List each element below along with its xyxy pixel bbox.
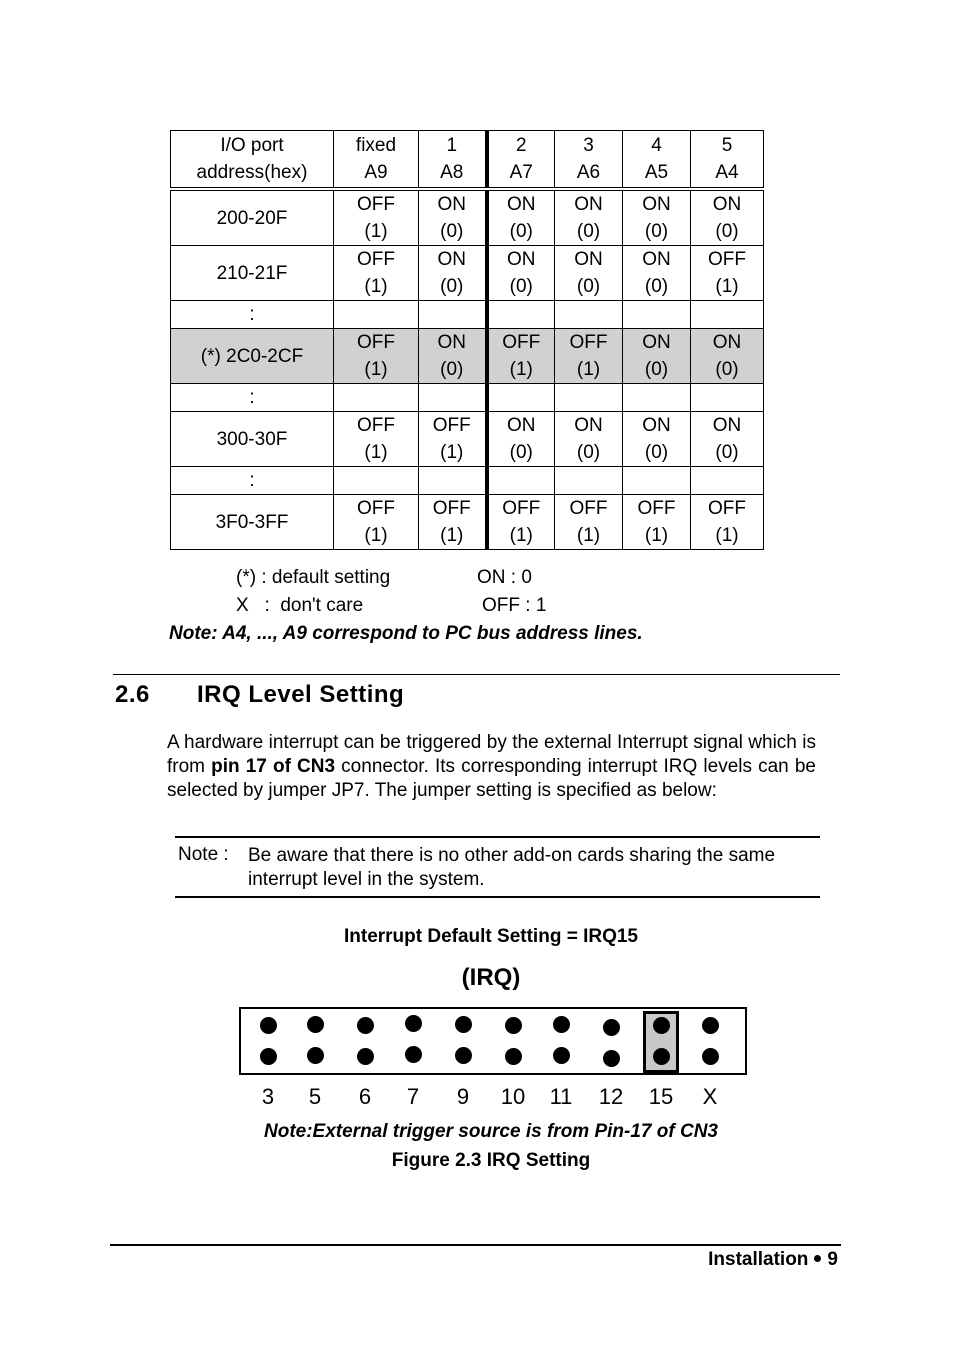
switch-value: OFF — [357, 194, 395, 215]
switch-value: (0) — [440, 276, 464, 297]
switch-value: (1) — [715, 276, 739, 297]
switch-value: OFF — [357, 415, 395, 436]
table-row — [171, 301, 764, 329]
switch-cell — [487, 384, 555, 412]
jumper-pin — [260, 1048, 277, 1065]
switch-cell — [334, 495, 419, 550]
para-text: A hardware interrupt can be triggered by the external Interrupt signal which is from — [167, 732, 816, 777]
table-row — [171, 384, 764, 412]
table-row — [171, 246, 764, 301]
switch-value: (1) — [509, 525, 533, 546]
switch-cell — [334, 246, 419, 301]
jumper-pin — [455, 1016, 472, 1033]
jumper-pin — [405, 1015, 422, 1032]
header-text: 4 — [651, 135, 662, 156]
header-text: A9 — [364, 162, 388, 183]
switch-value: OFF — [432, 498, 471, 519]
switch-cell — [487, 246, 555, 301]
switch-value: OFF — [357, 332, 395, 353]
address-cell: (*) 2C0-2CF — [171, 329, 334, 384]
jumper-pin — [653, 1017, 670, 1034]
switch-value: OFF — [569, 332, 608, 353]
table-row — [171, 412, 764, 467]
switch-value: ON — [437, 194, 466, 215]
switch-cell — [623, 301, 691, 329]
switch-cell — [487, 189, 555, 246]
irq-label: 11 — [549, 1084, 573, 1109]
switch-cell — [419, 246, 487, 301]
address-cell: 200-20F — [171, 189, 334, 246]
switch-value: (1) — [644, 525, 669, 546]
switch-cell — [555, 246, 623, 301]
note-label: Note : — [178, 844, 229, 865]
switch-value: (1) — [576, 359, 601, 380]
switch-value: ON — [712, 415, 742, 436]
jumper-pin — [260, 1017, 277, 1034]
body-paragraph — [167, 731, 816, 803]
switch-value: ON — [437, 332, 466, 353]
switch-value: ON — [642, 249, 671, 270]
switch-value: ON — [437, 249, 466, 270]
switch-value: OFF — [708, 249, 746, 270]
switch-cell — [555, 301, 623, 329]
header-text: fixed — [355, 135, 397, 156]
section-number: 2.6 — [115, 681, 150, 708]
switch-value: (1) — [440, 442, 464, 463]
switch-cell — [334, 329, 419, 384]
switch-cell — [487, 495, 555, 550]
address-cell: : — [171, 467, 334, 495]
switch-value: (1) — [364, 221, 388, 242]
switch-value: (1) — [364, 359, 388, 380]
irq-label: 15 — [648, 1084, 674, 1109]
switch-cell — [623, 329, 691, 384]
legend-dontcare: X : don't care — [236, 595, 364, 616]
switch-cell — [623, 384, 691, 412]
switch-value: (1) — [364, 276, 388, 297]
address-cell: 210-21F — [171, 246, 334, 301]
para-text-end: connector. Its corresponding interrupt IRQ levels can be selected by jumper JP7. The jumper setting is specified as below: — [167, 756, 816, 801]
bullet-icon — [814, 1255, 821, 1262]
switch-value: (1) — [715, 525, 739, 546]
legend-off: OFF : 1 — [482, 595, 547, 616]
switch-value: (0) — [509, 442, 533, 463]
switch-value: (1) — [576, 525, 601, 546]
address-cell: 3F0-3FF — [171, 495, 334, 550]
switch-cell — [487, 412, 555, 467]
switch-cell — [334, 467, 419, 495]
header-text: I/O port — [220, 135, 284, 156]
header-text: A4 — [715, 162, 739, 183]
switch-value: OFF — [708, 498, 746, 519]
table-header-cell — [555, 131, 623, 190]
switch-value: ON — [507, 249, 536, 270]
table-header-cell — [334, 131, 419, 190]
switch-cell — [555, 384, 623, 412]
figure-caption: Figure 2.3 IRQ Setting — [391, 1150, 591, 1171]
switch-cell — [419, 412, 487, 467]
switch-cell — [691, 246, 764, 301]
switch-cell — [334, 189, 419, 246]
table-row — [171, 329, 764, 384]
header-text: 1 — [446, 135, 458, 156]
switch-value: ON — [574, 249, 603, 270]
switch-value: (0) — [644, 359, 669, 380]
switch-cell — [419, 329, 487, 384]
switch-value: (1) — [509, 359, 533, 380]
section-divider — [113, 674, 840, 675]
irq-label: 10 — [500, 1084, 526, 1109]
header-text: 5 — [721, 135, 733, 156]
jumper-pin — [505, 1017, 522, 1034]
switch-cell — [419, 384, 487, 412]
footer-rule — [110, 1244, 841, 1246]
jumper-pin — [307, 1047, 324, 1064]
switch-cell — [623, 246, 691, 301]
legend-default: (*) : default setting — [236, 567, 391, 588]
switch-value: OFF — [432, 415, 471, 436]
jumper-pin — [653, 1048, 670, 1065]
switch-cell — [419, 189, 487, 246]
table-header-cell — [691, 131, 764, 190]
switch-cell — [623, 467, 691, 495]
address-cell: : — [171, 384, 334, 412]
switch-cell — [487, 301, 555, 329]
switch-cell — [691, 412, 764, 467]
switch-value: (0) — [644, 276, 669, 297]
irq-label: 5 — [308, 1084, 322, 1109]
switch-cell — [691, 467, 764, 495]
switch-value: (0) — [509, 221, 533, 242]
jumper-pin — [702, 1048, 719, 1065]
switch-value: OFF — [637, 498, 676, 519]
switch-cell — [623, 189, 691, 246]
figure-note: Note:External trigger source is from Pin-17 of CN3 — [264, 1121, 718, 1142]
switch-value: (0) — [715, 221, 739, 242]
jumper-pin — [405, 1046, 422, 1063]
table-header-cell — [623, 131, 691, 190]
header-text: 2 — [515, 135, 527, 156]
jumper-pin — [553, 1047, 570, 1064]
header-text: address(hex) — [196, 162, 308, 183]
switch-value: (0) — [440, 221, 464, 242]
switch-value: (0) — [509, 276, 533, 297]
io-address-table — [170, 130, 764, 550]
switch-value: OFF — [357, 498, 395, 519]
switch-value: (1) — [440, 525, 464, 546]
header-text: A6 — [576, 162, 601, 183]
figure-heading: Interrupt Default Setting = IRQ15 — [343, 926, 638, 947]
header-text: A5 — [644, 162, 669, 183]
page-number: 9 — [827, 1249, 838, 1270]
switch-value: (0) — [715, 359, 739, 380]
switch-cell — [555, 189, 623, 246]
switch-value: (0) — [715, 442, 739, 463]
switch-cell — [419, 467, 487, 495]
switch-cell — [691, 495, 764, 550]
switch-value: ON — [507, 194, 536, 215]
switch-cell — [555, 329, 623, 384]
switch-cell — [623, 412, 691, 467]
irq-label: 9 — [456, 1084, 470, 1109]
switch-value: ON — [642, 415, 671, 436]
switch-cell — [334, 384, 419, 412]
jumper-pin — [357, 1017, 374, 1034]
irq-label: 7 — [406, 1084, 420, 1109]
switch-value: ON — [507, 415, 536, 436]
table-row — [171, 189, 764, 246]
header-text: 3 — [583, 135, 594, 156]
table-header-row — [171, 131, 764, 190]
footer-section: Installation — [708, 1249, 809, 1270]
switch-value: ON — [712, 332, 742, 353]
jumper-pin — [357, 1048, 374, 1065]
switch-cell — [691, 329, 764, 384]
section-title: IRQ Level Setting — [197, 681, 405, 708]
switch-value: ON — [574, 415, 603, 436]
address-cell: 300-30F — [171, 412, 334, 467]
irq-label: 6 — [358, 1084, 372, 1109]
switch-cell — [555, 412, 623, 467]
switch-cell — [691, 301, 764, 329]
switch-value: ON — [712, 194, 742, 215]
switch-cell — [419, 301, 487, 329]
note-text: Be aware that there is no other add-on cards sharing the same interrupt level in the system. — [248, 845, 776, 890]
jumper-pin — [603, 1019, 620, 1036]
switch-value: OFF — [502, 332, 541, 353]
jumper-pin — [455, 1047, 472, 1064]
table-note: Note: A4, ..., A9 correspond to PC bus address lines. — [169, 623, 643, 644]
irq-label: X — [702, 1084, 718, 1109]
switch-value: (0) — [576, 442, 601, 463]
switch-cell — [334, 301, 419, 329]
switch-value: ON — [574, 194, 603, 215]
switch-cell — [487, 467, 555, 495]
table-row — [171, 495, 764, 550]
irq-label: 12 — [598, 1084, 624, 1109]
switch-value: ON — [642, 194, 671, 215]
irq-label: 3 — [261, 1084, 275, 1109]
header-text: A7 — [509, 162, 533, 183]
jumper-pin — [702, 1017, 719, 1034]
note-box — [175, 836, 820, 898]
table-row — [171, 467, 764, 495]
switch-value: (0) — [644, 442, 669, 463]
address-cell: : — [171, 301, 334, 329]
jumper-pin — [553, 1016, 570, 1033]
page-footer — [708, 1249, 838, 1271]
switch-value: (1) — [364, 442, 388, 463]
table-header-cell — [487, 131, 555, 190]
jumper-pin — [307, 1016, 324, 1033]
table-header-cell — [171, 131, 334, 190]
switch-cell — [691, 189, 764, 246]
jumper-jp7 — [239, 1007, 747, 1075]
switch-value: (0) — [440, 359, 464, 380]
switch-cell — [555, 495, 623, 550]
switch-value: (0) — [644, 221, 669, 242]
switch-cell — [555, 467, 623, 495]
switch-value: (0) — [576, 221, 601, 242]
switch-value: (1) — [364, 525, 388, 546]
header-text: A8 — [440, 162, 464, 183]
switch-value: (0) — [576, 276, 601, 297]
section-heading — [115, 681, 404, 709]
switch-cell — [623, 495, 691, 550]
jumper-pin — [603, 1050, 620, 1067]
switch-value: OFF — [502, 498, 541, 519]
table-header-cell — [419, 131, 487, 190]
jumper-pin — [505, 1048, 522, 1065]
switch-cell — [691, 384, 764, 412]
switch-value: OFF — [357, 249, 395, 270]
switch-value: ON — [642, 332, 671, 353]
irq-title: (IRQ) — [461, 964, 521, 991]
para-bold-text: pin 17 of CN3 — [211, 756, 336, 777]
switch-cell — [334, 412, 419, 467]
switch-cell — [487, 329, 555, 384]
legend-on: ON : 0 — [477, 567, 532, 588]
switch-value: OFF — [569, 498, 608, 519]
switch-cell — [419, 495, 487, 550]
